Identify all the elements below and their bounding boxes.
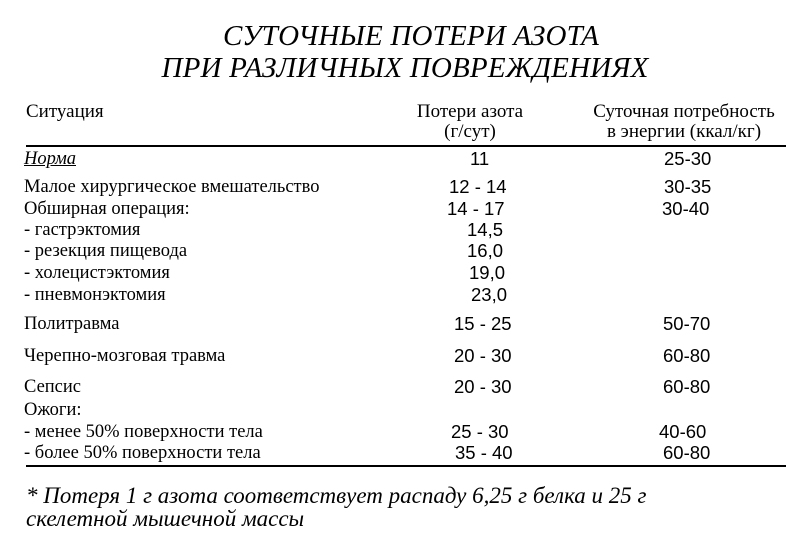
- row-nitrogen-loss: 16,0: [467, 240, 504, 261]
- footer-divider: [26, 465, 786, 467]
- row-nitrogen-loss: 19,0: [469, 262, 506, 283]
- table-row: [0, 198, 810, 220]
- row-energy-need: 60-80: [663, 442, 711, 463]
- column-header-situation: Ситуация: [26, 101, 104, 122]
- header-divider: [26, 145, 786, 147]
- footnote-line1: * Потеря 1 г азота соответствует распаду 6,25 г белка и 25 г: [26, 483, 647, 508]
- column-header-energy-need: [562, 102, 806, 142]
- table-row: [0, 219, 810, 241]
- row-label: Норма: [24, 149, 76, 169]
- table-row: [0, 284, 810, 306]
- row-energy-need: 30-40: [662, 198, 710, 219]
- row-label: - пневмонэктомия: [24, 285, 166, 305]
- table-row: [0, 262, 810, 284]
- row-label: Малое хирургическое вмешательство: [24, 177, 320, 197]
- column-header-nitrogen-loss: [398, 102, 542, 142]
- row-nitrogen-loss: 20 - 30: [454, 376, 512, 397]
- row-label: Политравма: [24, 314, 120, 334]
- row-nitrogen-loss: 11: [470, 148, 490, 169]
- row-nitrogen-loss: 15 - 25: [454, 313, 512, 334]
- page-subtitle: ПРИ РАЗЛИЧНЫХ ПОВРЕЖДЕНИЯХ: [161, 52, 649, 84]
- row-label: Обширная операция:: [24, 199, 190, 219]
- table-row: [0, 442, 810, 464]
- column-header-energy-need-line1: Суточная потребность: [593, 101, 775, 122]
- row-nitrogen-loss: 35 - 40: [455, 442, 513, 463]
- table-row: [0, 399, 810, 421]
- row-nitrogen-loss: 14 - 17: [447, 198, 505, 219]
- row-energy-need: 50-70: [663, 313, 711, 334]
- row-nitrogen-loss: 12 - 14: [449, 176, 507, 197]
- table-row: [0, 176, 810, 198]
- table-row: [0, 240, 810, 262]
- table-row: [0, 376, 810, 398]
- row-label: - гастрэктомия: [24, 220, 141, 240]
- column-header-nitrogen-loss-line1: Потери азота: [416, 101, 524, 122]
- row-energy-need: 60-80: [663, 345, 711, 366]
- table-row: [0, 148, 810, 170]
- row-label: - холецистэктомия: [24, 263, 170, 283]
- row-label: - резекция пищевода: [24, 241, 188, 261]
- row-energy-need: 30-35: [664, 176, 712, 197]
- column-header-nitrogen-loss-line2: (г/сут): [444, 121, 496, 142]
- row-energy-need: 25-30: [664, 148, 712, 169]
- row-nitrogen-loss: 25 - 30: [451, 421, 509, 442]
- row-nitrogen-loss: 14,5: [467, 219, 504, 240]
- column-header-energy-need-line2: в энергии (ккал/кг): [606, 121, 762, 142]
- row-label: Ожоги:: [24, 400, 82, 420]
- footnote: [26, 484, 806, 530]
- row-energy-need: 40-60: [659, 421, 707, 442]
- row-label: - менее 50% поверхности тела: [24, 422, 263, 442]
- row-energy-need: 60-80: [663, 376, 711, 397]
- row-nitrogen-loss: 20 - 30: [454, 345, 512, 366]
- row-label: Черепно-мозговая травма: [24, 346, 226, 366]
- table-row: [0, 313, 810, 335]
- table-row: [0, 421, 810, 443]
- table-row: [0, 345, 810, 367]
- row-nitrogen-loss: 23,0: [471, 284, 508, 305]
- row-label: Сепсис: [24, 377, 81, 397]
- page-title: СУТОЧНЫЕ ПОТЕРИ АЗОТА: [222, 20, 600, 52]
- row-label: - более 50% поверхности тела: [24, 443, 261, 463]
- footnote-line2: скелетной мышечной массы: [26, 506, 305, 531]
